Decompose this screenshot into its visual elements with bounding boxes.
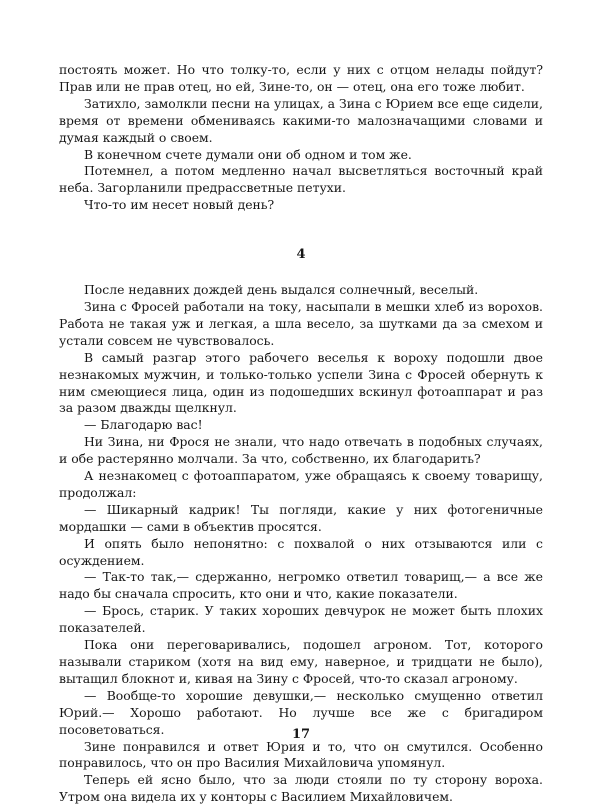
paragraph: Теперь ей ясно было, что за люди стояли по ту сторону вороха. Утром она видела их у конторы с Василием Михайловичем. [59,772,543,805]
chapter-number: 4 [296,247,306,263]
page-body [59,62,543,806]
paragraph: В конечном счете думали они об одном и том же. [84,146,412,162]
paragraph: В самый разгар этого рабочего веселья к вороху подошли двое незнакомых мужчин, и только-только успели Зина с Фросей обернуть к ним смеющиеся лица, один из подошедших вскинул фотоаппарат и раз за разом дважды щелкнул. [59,349,543,416]
paragraph: После недавних дождей день выдался солнечный, веселый. [84,282,479,298]
paragraph: Пока они переговаривались, подошел агроном. Тот, которого называли стариком (хотя на вид ему, наверное, и тридцати не было), вытащил блокнот и, кивая на Зину с Фросей, что-то сказал агроному. [59,637,543,686]
paragraph: А незнакомец с фотоаппаратом, уже обращаясь к своему товарищу, продолжал: [59,468,543,500]
paragraph: Потемнел, а потом медленно начал высветляться восточный край неба. Загорланили предрассветные петухи. [59,163,543,196]
paragraph: — Вообще-то хорошие девушки,— несколько смущенно ответил Юрий.— Хорошо работают. Но лучше все же с бригадиром посоветоваться. [59,687,543,737]
paragraph: Что-то им несет новый день? [84,197,275,213]
text-block-part1 [59,62,543,214]
paragraph: — Брось, старик. У таких хороших девчурок не может быть плохих показателей. [59,603,543,636]
paragraph: — Так-то так,— сдержанно, негромко ответил товарищ,— а все же надо бы сначала спросить, кто они и что, какие показатели. [59,569,543,602]
paragraph: Затихло, замолкли песни на улицах, а Зина с Юрием все еще сидели, время от времени обмениваясь какими-то малозначащими словами и думая каждый о своем. [59,95,543,145]
paragraph: Ни Зина, ни Фрося не знали, что надо отвечать в подобных случаях, и обе растерянно молчали. За что, собственно, их благодарить? [59,434,543,467]
paragraph: И опять было непонятно: с похвалой о них отзываются или с осуждением. [59,535,543,568]
paragraph: — Благодарю вас! [84,417,203,433]
paragraph: Зине понравился и ответ Юрия и то, что он смутился. Особенно понравилось, что он про Василия Михайловича упомянул. [59,738,543,771]
paragraph: Зина с Фросей работали на току, насыпали в мешки хлеб из ворохов. Работа не такая уж и легкая, а шла весело, за шутками да за смехом и устали совсем не чувствовалось. [59,298,543,348]
paragraph: постоять может. Но что толку-то, если у них с отцом нелады пойдут? Прав или не прав отец, но ей, Зине-то, он — отец, она его тоже любит. [59,62,543,94]
page-number: 17 [291,727,311,742]
paragraph: — Шикарный кадрик! Ты погляди, какие у них фотогеничные мордашки — сами в объектив просятся. [59,501,543,534]
